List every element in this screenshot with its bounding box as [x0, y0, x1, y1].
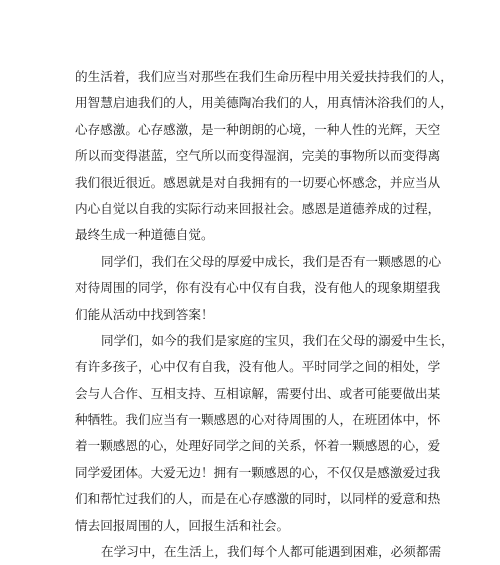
text-line: 情去回报周围的人，回报生活和社会。 [75, 517, 290, 533]
text-line: 同学们，我们在父母的厚爱中成长，我们是否有一颗感恩的心 [101, 253, 442, 269]
text-line: 种牺牲。我们应当有一颗感恩的心对待周围的人，在班团体中，怀 [75, 412, 441, 428]
text-line: 有许多孩子，心中仅有自我，没有他人。平时同学之间的相处，学 [75, 359, 441, 375]
text-line: 们能从活动中找到答案！ [75, 306, 214, 322]
text-line: 的生活着，我们应当对那些在我们生命历程中用关爱扶持我们的人， [75, 69, 453, 84]
text-line: 对待周围的同学，你有没有心中仅有自我，没有他人的现象期望我 [75, 280, 441, 296]
paragraph-3 [75, 328, 454, 539]
text-line: 最终生成一种道德自觉。 [75, 227, 214, 243]
text-line: 着一颗感恩的心，处理好同学之间的关系，怀着一颗感恩的心，爱 [75, 438, 441, 454]
paragraph-4 [75, 539, 442, 565]
document-body [75, 64, 454, 565]
text-line: 心存感激。心存感激，是一种朗朗的心境，一种人性的光辉，天空 [75, 121, 441, 137]
paragraph-2 [75, 249, 442, 328]
text-line: 用智慧启迪我们的人，用美德陶冶我们的人，用真情沐浴我们的人， [75, 95, 453, 111]
text-line: 同学们，如今的我们是家庭的宝贝，我们在父母的溺爱中生长， [101, 332, 454, 348]
text-line: 们和帮忙过我们的人，而是在心存感激的同时，以同样的爱意和热 [75, 491, 441, 507]
text-line: 同学爱团体。大爱无边！拥有一颗感恩的心，不仅仅是感激爱过我 [75, 464, 441, 480]
text-line: 我们很近很近。感恩就是对自我拥有的一切要心怀感念，并应当从 [75, 174, 441, 190]
text-line: 内心自觉以自我的实际行动来回报社会。感恩是道德养成的过程， [75, 200, 441, 216]
paragraph-1 [75, 64, 453, 249]
text-line: 会与人合作、互相支持、互相谅解，需要付出、或者可能要做出某 [75, 385, 441, 401]
text-line: 在学习中，在生活上，我们每个人都可能遇到困难，必须都需 [101, 544, 442, 560]
text-line: 所以而变得湛蓝，空气所以而变得湿润，完美的事物所以而变得离 [75, 148, 441, 164]
